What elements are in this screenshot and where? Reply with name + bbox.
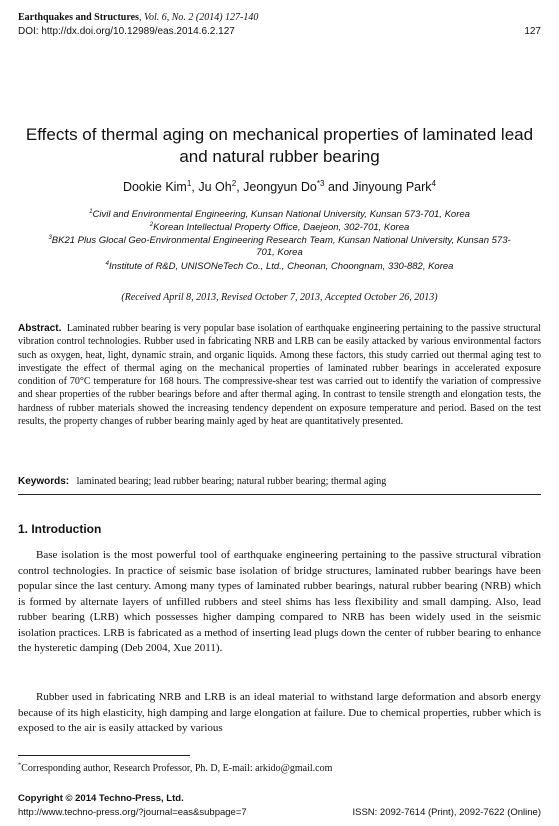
- author-mark: *3: [316, 178, 325, 188]
- keywords-label: Keywords:: [18, 476, 70, 487]
- abstract-text: Laminated rubber bearing is very popular base isolation of earthquake engineering pertaining to the passive structural vibration control technologies. Rubber used in fabricating NRB and LRB can be easily attacked by various environmental factors such as oxygen, heat, light, dynamic strain, and organic liquids. Among these factors, this study carried out thermal aging test to investigate the effect of thermal aging on the mechanical properties of laminated rubber bearings in accelerated exposure condition of 70°C temperature for 168 hours. The compressive-shear test was carried out to identify the variation of compressive and shear properties of the rubber bearings before and after thermal aging. In contrast to tensile strength and elongation tests, the hardness of rubber materials showed the increasing tendency dependent on exposure temperature and period. Based on the test results, the property changes of rubber bearing mainly aged by heat are quantitatively presented.: [18, 323, 541, 428]
- section-heading: 1. Introduction: [18, 522, 102, 536]
- author-name: Dookie Kim: [122, 180, 187, 194]
- abstract: [18, 322, 541, 428]
- keywords-text: laminated bearing; lead rubber bearing; natural rubber bearing; thermal aging: [76, 476, 387, 487]
- affiliation-mark: 2: [149, 220, 154, 228]
- footnote-mark: *: [18, 761, 22, 769]
- affiliation-mark: 4: [105, 259, 109, 267]
- body-paragraph: Base isolation is the most powerful tool of earthquake engineering pertaining to the passive structural vibration control technologies. In practice of seismic base isolation of bridge structures, laminated rubber bearings have been popular since the last century. Among many types of laminated rubber bearings, natural rubber bearing (NRB) which is formed by alternate layers of unfilled rubbers and steel shims has less flexibility and small damping. Also, lead rubber bearing (LRB) which possesses higher damping compared to NRB has been widely used in the seismic isolation practices. LRB is fabricated as a method of inserting lead plugs down the center of rubber bearing to enhance the hysteretic damping (Deb 2004, Xue 2011).: [18, 549, 541, 654]
- author-mark: 4: [431, 178, 437, 188]
- footnote: [18, 763, 332, 774]
- author-name: Jeongyun Do: [243, 180, 317, 194]
- journal-header: [18, 12, 258, 23]
- affiliation-2: [40, 222, 519, 234]
- affiliation-3: [40, 235, 519, 259]
- footnote-divider: [18, 755, 190, 756]
- journal-volume: , Vol. 6, No. 2 (2014) 127-140: [138, 12, 259, 23]
- divider: [18, 494, 541, 495]
- affiliation-text: BK21 Plus Glocal Geo-Environmental Engineering Research Team, Kunsan National University, Kunsan 573-701, Korea: [51, 235, 511, 258]
- keywords: [18, 476, 541, 487]
- affiliation-4: [40, 261, 519, 273]
- affiliation-mark: 1: [89, 207, 93, 215]
- author-name: Jinyoung Park: [352, 180, 432, 194]
- journal-name: Earthquakes and Structures: [18, 12, 139, 23]
- issn: ISSN: 2092-7614 (Print), 2092-7622 (Online): [352, 807, 541, 818]
- copyright: Copyright © 2014 Techno-Press, Ltd.: [18, 793, 184, 804]
- author-separator: ,: [236, 180, 244, 194]
- affiliation-text: Institute of R&D, UNISONeTech Co., Ltd., Cheonan, Choongnam, 330-882, Korea: [108, 261, 454, 272]
- affiliation-1: [40, 209, 519, 221]
- affiliation-text: Korean Intellectual Property Office, Daejeon, 302-701, Korea: [153, 222, 410, 233]
- footnote-text: Corresponding author, Research Professor, Ph. D, E-mail: arkido@gmail.com: [21, 763, 333, 774]
- paper-title: Effects of thermal aging on mechanical properties of laminated lead and natural rubber bearing: [25, 125, 534, 166]
- affiliation-text: Civil and Environmental Engineering, Kunsan National University, Kunsan 573-701, Korea: [92, 209, 470, 220]
- author-mark: 1: [186, 178, 192, 188]
- author-list: [20, 180, 539, 194]
- author-name: Ju Oh: [198, 180, 232, 194]
- doi-link[interactable]: DOI: http://dx.doi.org/10.12989/eas.2014.6.2.127: [18, 26, 235, 37]
- author-separator: ,: [191, 180, 199, 194]
- abstract-label: Abstract.: [18, 323, 62, 334]
- affiliation-mark: 3: [48, 233, 52, 241]
- received-dates: (Received April 8, 2013, Revised October 7, 2013, Accepted October 26, 2013): [121, 292, 438, 303]
- author-mark: 2: [231, 178, 237, 188]
- journal-url[interactable]: http://www.techno-press.org/?journal=eas&subpage=7: [18, 807, 247, 818]
- author-separator: and: [324, 180, 353, 194]
- page-number: 127: [524, 26, 541, 37]
- body-paragraph: Rubber used in fabricating NRB and LRB is an ideal material to withstand large deformation and absorb energy because of its high elasticity, high damping and large elongation at failure. Due to chemical properties, rubber which is exposed to the air is easily attacked by various: [18, 691, 541, 734]
